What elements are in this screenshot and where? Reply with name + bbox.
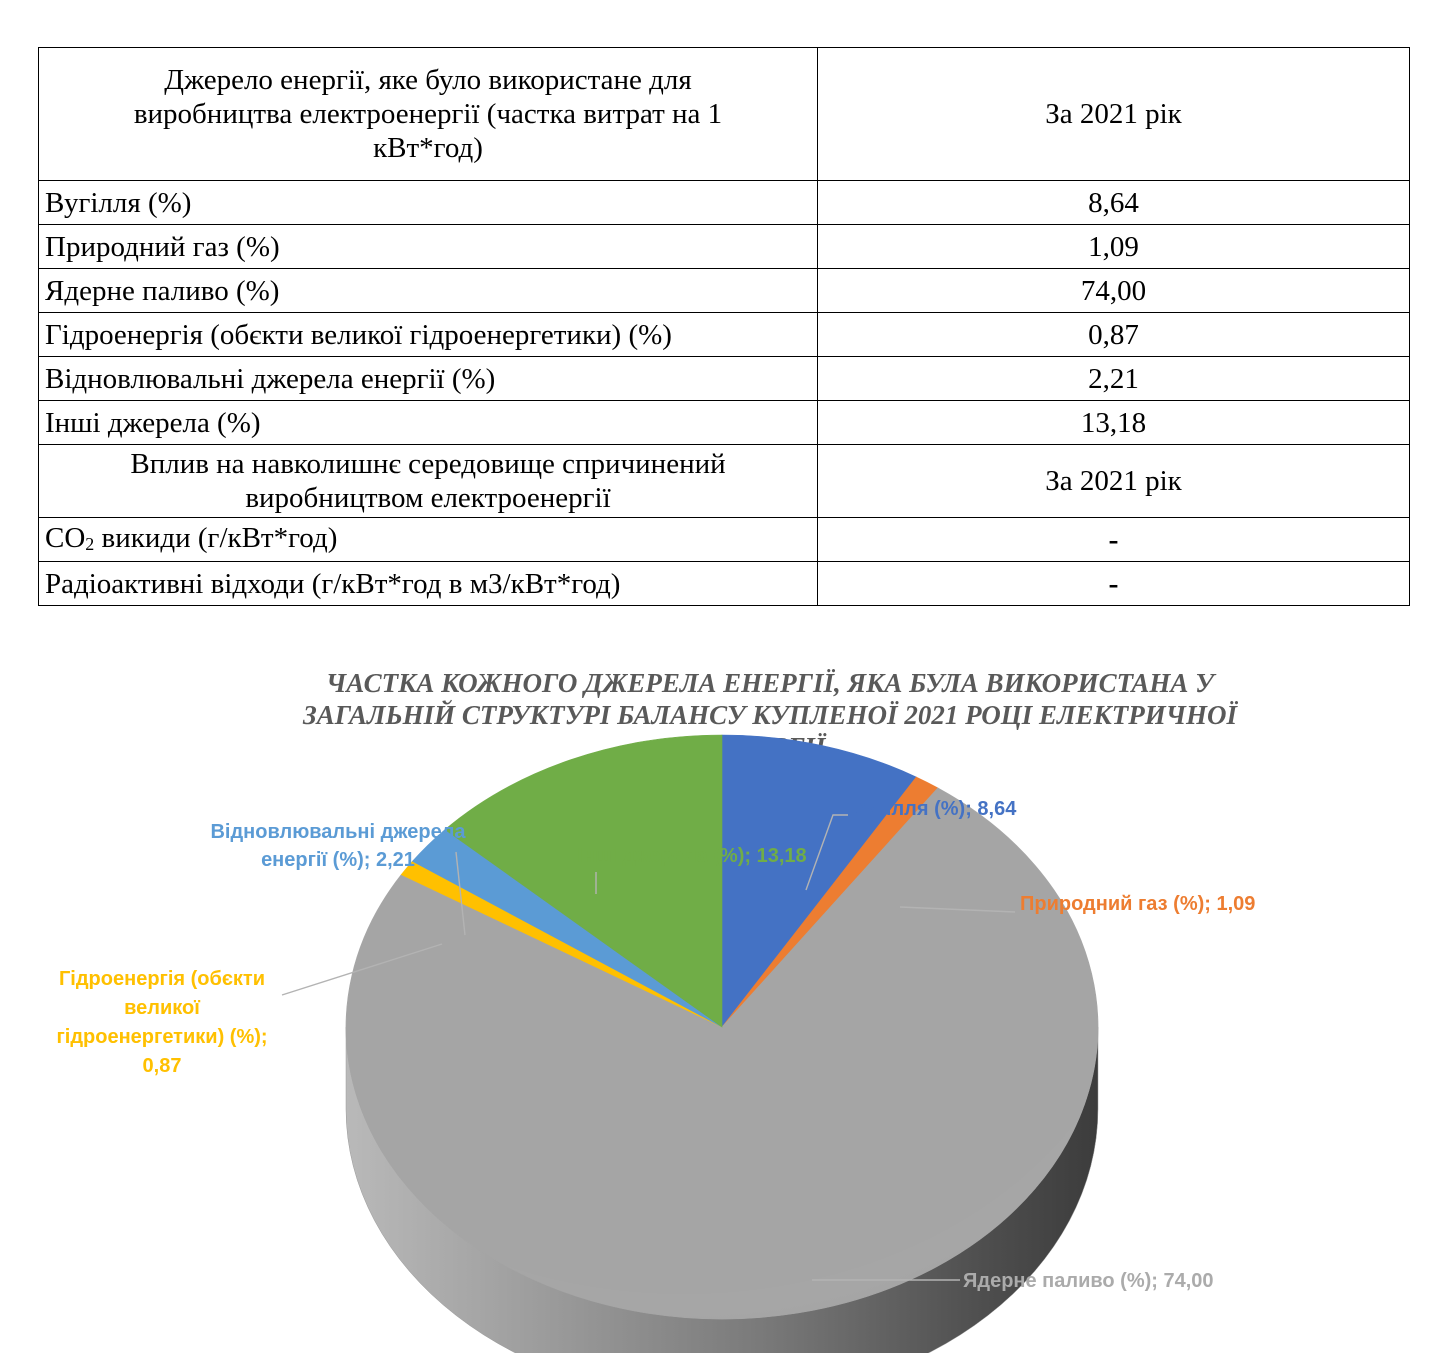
row-value: 1,09 xyxy=(818,225,1410,269)
table-row xyxy=(39,269,1410,313)
pie-chart xyxy=(0,650,1446,1353)
data-label: Вугілля (%); 8,64 xyxy=(852,798,1017,820)
table-row xyxy=(39,357,1410,401)
row-value: 74,00 xyxy=(818,269,1410,313)
table-row xyxy=(39,518,1410,562)
table-header-row xyxy=(39,48,1410,181)
co2-suffix: викиди (г/кВт*год) xyxy=(94,522,338,554)
header-source-label: Джерело енергії, яке було використане для виробництва електроенергії (частка витрат на 1 кВт*год) xyxy=(39,48,818,181)
data-label: Гідроенергія (обєкти великої гідроенергетики) (%); 0,87 xyxy=(56,968,268,1077)
chart-title-line: ЧАСТКА КОЖНОГО ДЖЕРЕЛА ЕНЕРГІЇ, ЯКА БУЛА ВИКОРИСТАНА У xyxy=(326,668,1214,698)
data-label: Інші джерела (%); 13,18 xyxy=(577,845,807,867)
header-year-label: За 2021 рік xyxy=(818,48,1410,181)
impact-header-row xyxy=(39,445,1410,518)
row-label: Природний газ (%) xyxy=(39,225,818,269)
co2-value: - xyxy=(818,518,1410,562)
co2-label xyxy=(39,518,818,562)
data-label: Відновлювальні джерела енергії (%); 2,21 xyxy=(210,821,466,871)
table-row xyxy=(39,313,1410,357)
row-value: 13,18 xyxy=(818,401,1410,445)
row-value: 2,21 xyxy=(818,357,1410,401)
data-label: Природний газ (%); 1,09 xyxy=(1020,893,1256,915)
co2-subscript: 2 xyxy=(85,534,95,554)
row-label: Відновлювальні джерела енергії (%) xyxy=(39,357,818,401)
co2-prefix: CO xyxy=(45,522,86,554)
radio-value: - xyxy=(818,562,1410,606)
table-row xyxy=(39,562,1410,606)
impact-year-label: За 2021 рік xyxy=(818,445,1410,518)
impact-header-label: Вплив на навколишнє середовище спричинений виробництвом електроенергії xyxy=(39,445,818,518)
energy-source-table xyxy=(38,47,1410,606)
row-label: Гідроенергія (обєкти великої гідроенергетики) (%) xyxy=(39,313,818,357)
radio-label: Радіоактивні відходи (г/кВт*год в м3/кВт*год) xyxy=(39,562,818,606)
table-row xyxy=(39,181,1410,225)
chart-title-line: ЗАГАЛЬНІЙ СТРУКТУРІ БАЛАНСУ КУПЛЕНОЇ 2021 РОЦІ ЕЛЕКТРИЧНОЇ xyxy=(302,700,1238,730)
table-row xyxy=(39,401,1410,445)
table-row xyxy=(39,225,1410,269)
row-label: Ядерне паливо (%) xyxy=(39,269,818,313)
data-label: Ядерне паливо (%); 74,00 xyxy=(963,1270,1214,1292)
row-label: Вугілля (%) xyxy=(39,181,818,225)
row-value: 0,87 xyxy=(818,313,1410,357)
row-value: 8,64 xyxy=(818,181,1410,225)
row-label: Інші джерела (%) xyxy=(39,401,818,445)
